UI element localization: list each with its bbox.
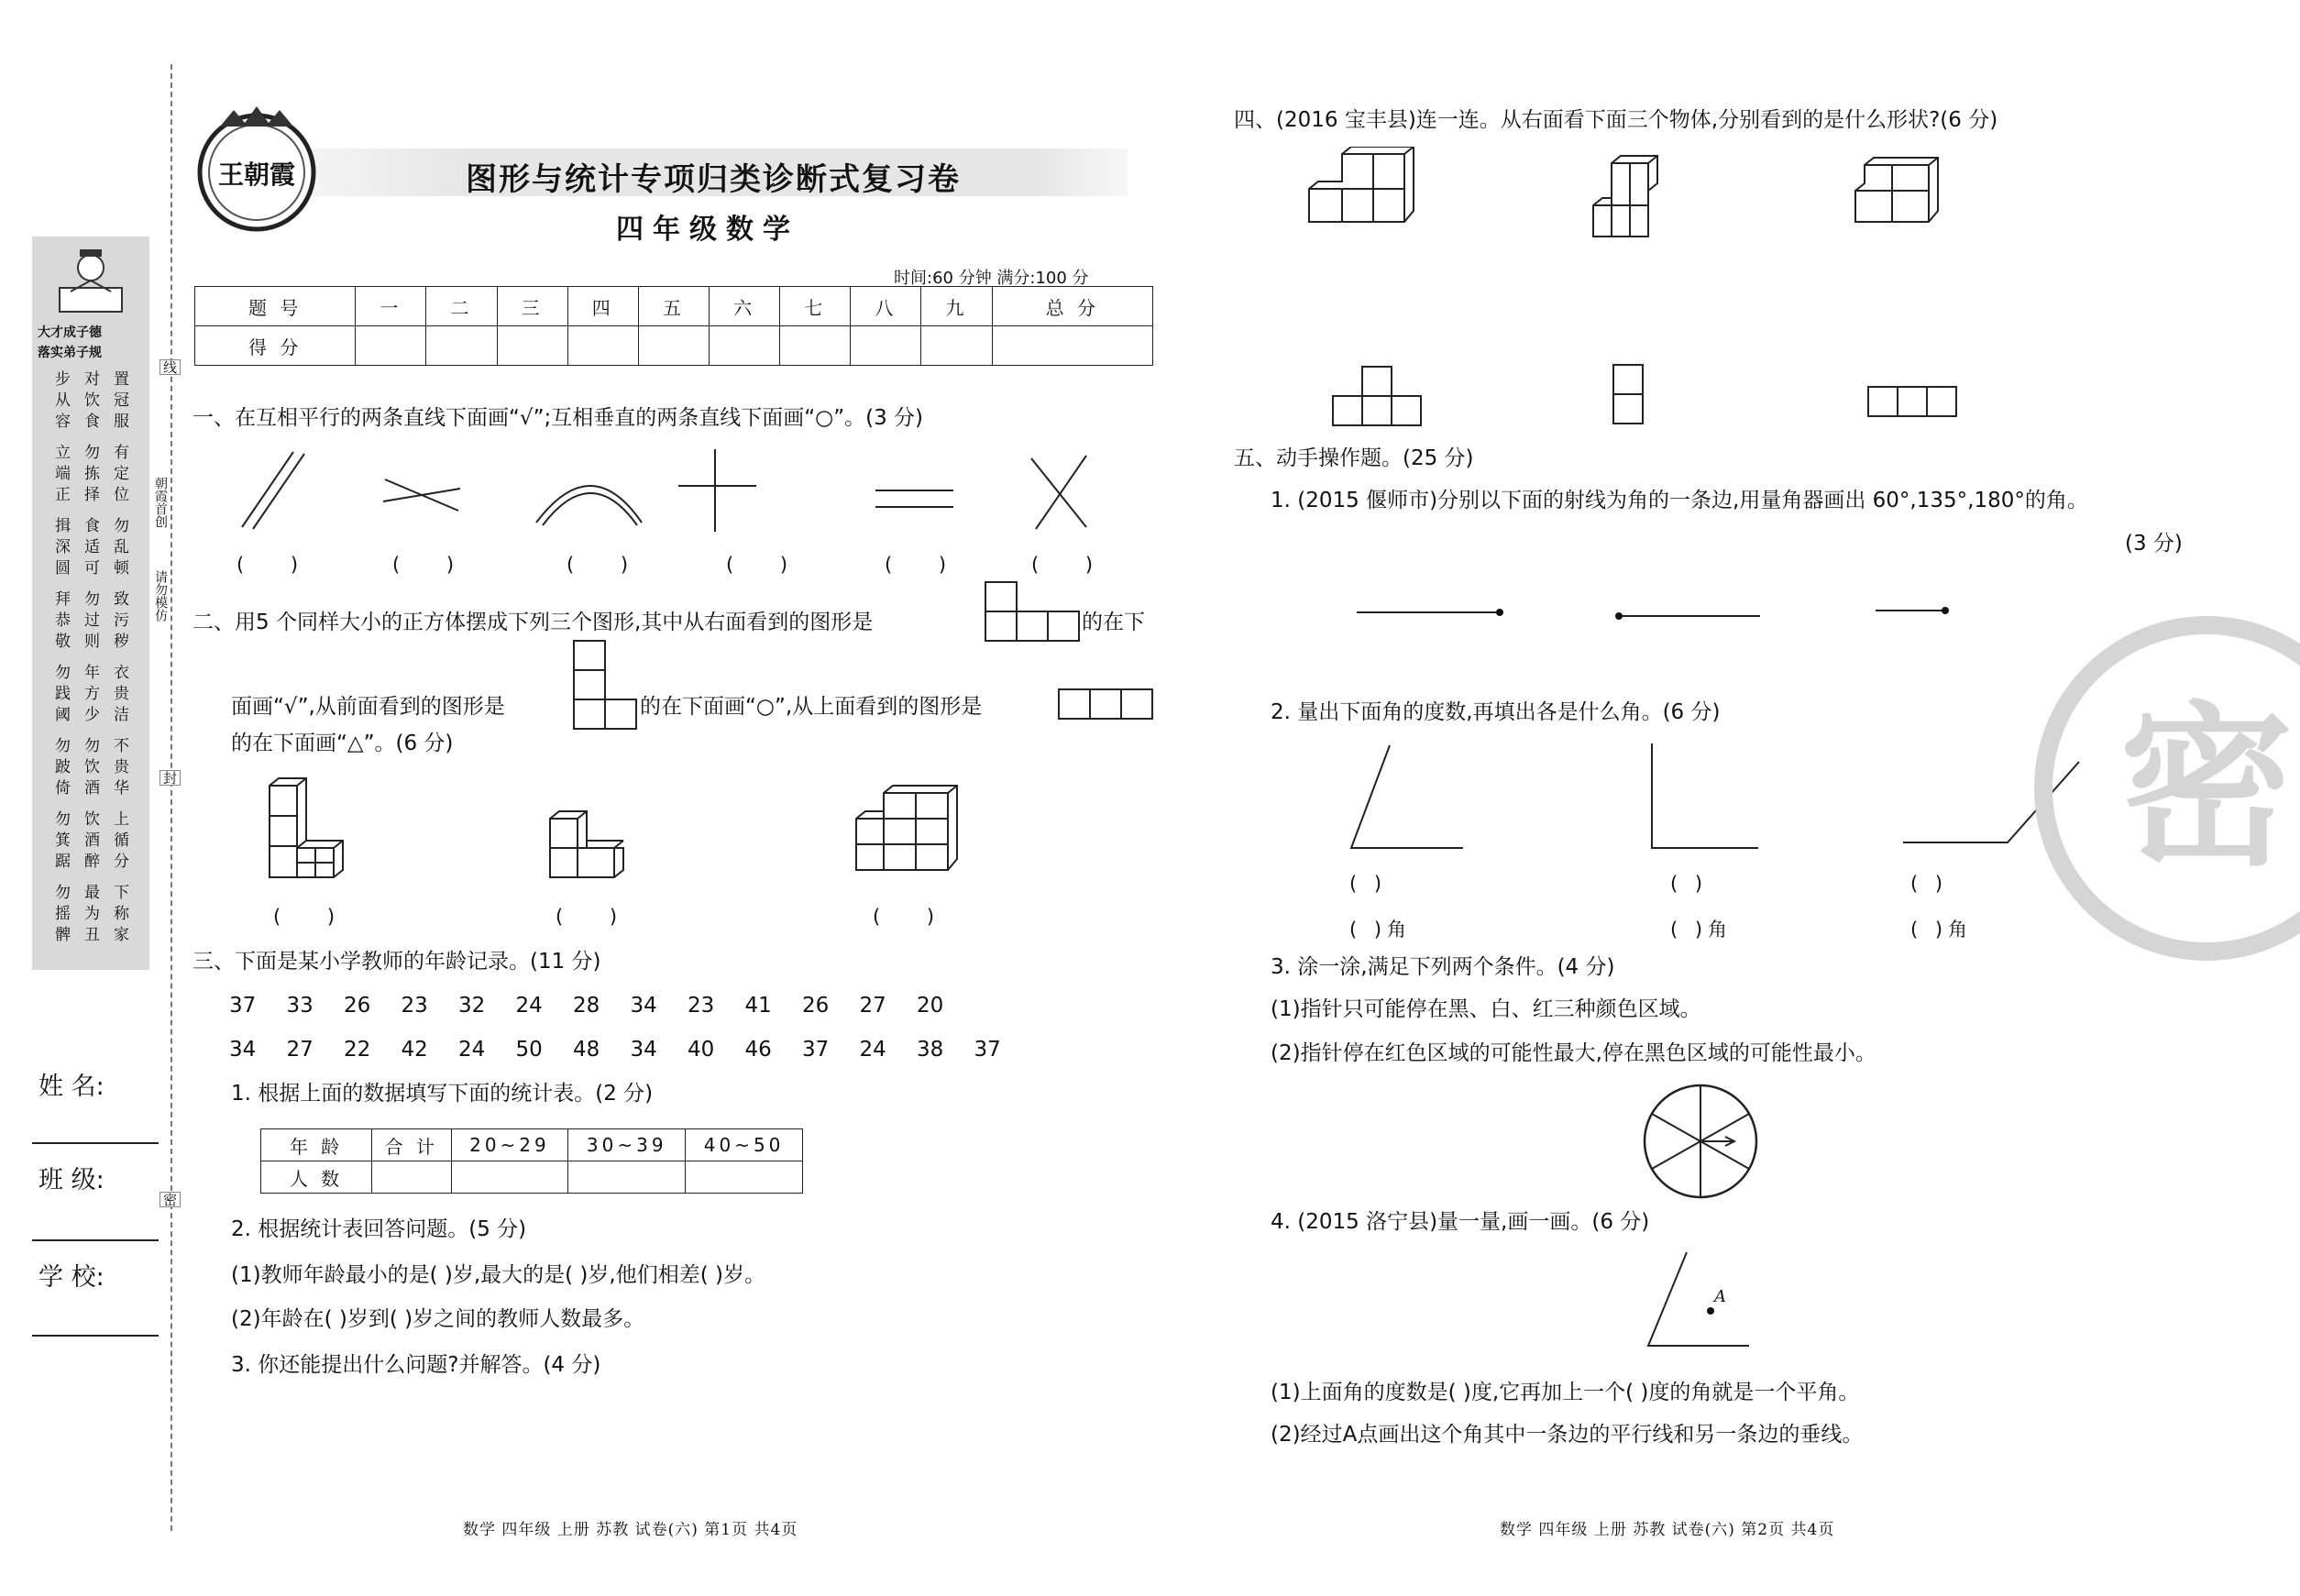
answer-paren[interactable]: ( ) bbox=[873, 906, 955, 928]
side-mark-mi: 密 bbox=[160, 1192, 181, 1207]
question-5-4: 4. (2015 洛宁县)量一量,画一画。(6 分) bbox=[1271, 1210, 1650, 1234]
score-header-cell: 题 号 bbox=[195, 287, 356, 326]
object-3 bbox=[1855, 158, 1938, 222]
class-label: 班 级: bbox=[39, 1166, 105, 1194]
answer-paren[interactable]: ( ) bbox=[885, 554, 967, 576]
spinner-wheel[interactable] bbox=[1641, 1082, 1760, 1201]
strip-column-text: 衣贵洁 bbox=[110, 664, 128, 727]
answer-paren[interactable]: ( ) bbox=[273, 906, 356, 928]
strip-column-text: 勿摇髀 bbox=[51, 884, 70, 947]
view-shape-a bbox=[1333, 367, 1421, 425]
time-info: 时间:60 分钟 满分:100 分 bbox=[894, 269, 1089, 288]
age-value: 26 bbox=[802, 994, 830, 1018]
strip-column-text: 置冠服 bbox=[110, 370, 128, 434]
stat-input-cell[interactable] bbox=[686, 1161, 803, 1194]
question-3-1: 1. 根据上面的数据填写下面的统计表。(2 分) bbox=[231, 1082, 654, 1106]
paper-subtitle: 四年级数学 bbox=[616, 214, 799, 246]
name-field[interactable] bbox=[32, 1142, 159, 1144]
angle-degree-paren[interactable]: ( ) bbox=[1670, 873, 1709, 895]
object-1 bbox=[1309, 147, 1414, 222]
score-header-cell: 六 bbox=[710, 287, 780, 326]
front-view-shape-icon bbox=[573, 639, 639, 734]
age-value: 24 bbox=[458, 1038, 486, 1062]
line-pairs-figure bbox=[229, 445, 1109, 536]
name-label: 姓 名: bbox=[39, 1073, 105, 1101]
strip-column-text: 立端正 bbox=[51, 444, 70, 507]
x-crossing-lines bbox=[1031, 456, 1086, 529]
question-5-3a: (1)指针只可能停在黑、白、红三种颜色区域。 bbox=[1271, 997, 1701, 1021]
age-value: 23 bbox=[401, 994, 428, 1018]
question-1: 一、在互相平行的两条直线下面画“√”;互相垂直的两条直线下面画“○”。(3 分) bbox=[193, 406, 924, 430]
school-label: 学 校: bbox=[39, 1263, 105, 1292]
age-value: 24 bbox=[859, 1038, 886, 1062]
stat-input-cell[interactable] bbox=[372, 1161, 452, 1194]
strip-column-text: 勿跛倚 bbox=[51, 737, 70, 800]
question-5-4a[interactable]: (1)上面角的度数是( )度,它再加上一个( )度的角就是一个平角。 bbox=[1271, 1381, 1860, 1404]
stat-cell: 40~50 bbox=[686, 1129, 803, 1161]
score-input-cell[interactable] bbox=[780, 326, 851, 366]
strip-column-text: 致污秽 bbox=[110, 590, 128, 654]
perpendicular-lines bbox=[678, 449, 756, 532]
parallel-slanted-lines bbox=[242, 452, 304, 529]
score-input-cell[interactable] bbox=[710, 326, 780, 366]
stat-input-cell[interactable] bbox=[451, 1161, 568, 1194]
question-2-line1b: 的在下 bbox=[1082, 611, 1145, 634]
age-value: 48 bbox=[573, 1038, 600, 1062]
age-value: 22 bbox=[344, 1038, 371, 1062]
score-input-cell[interactable] bbox=[992, 326, 1152, 366]
age-value: 34 bbox=[229, 1038, 257, 1062]
cube-stack-2 bbox=[550, 811, 623, 877]
object-2 bbox=[1593, 156, 1657, 237]
binding-dashed-line bbox=[171, 64, 172, 1531]
angle-kind-paren[interactable]: ( )角 bbox=[1349, 919, 1413, 941]
age-value: 50 bbox=[515, 1038, 543, 1062]
stat-cell: 合 计 bbox=[372, 1129, 452, 1161]
score-header-cell: 七 bbox=[780, 287, 851, 326]
strip-column-text: 不贵华 bbox=[110, 737, 128, 800]
strip-column-text: 拜恭敬 bbox=[51, 590, 70, 654]
answer-paren[interactable]: ( ) bbox=[726, 554, 809, 576]
age-value: 33 bbox=[286, 994, 314, 1018]
strip-column-text: 对饮食 bbox=[81, 370, 99, 434]
question-3-2: 2. 根据统计表回答问题。(5 分) bbox=[231, 1217, 527, 1241]
angle-degree-paren[interactable]: ( ) bbox=[1910, 873, 1949, 895]
strip-column-text: 饮酒醉 bbox=[81, 810, 99, 874]
stat-cell: 30~39 bbox=[568, 1129, 686, 1161]
question-3-2a[interactable]: (1)教师年龄最小的是( )岁,最大的是( )岁,他们相差( )岁。 bbox=[231, 1263, 765, 1287]
question-2-line2a: 面画“√”,从前面看到的图形是 bbox=[231, 695, 505, 719]
question-4: 四、(2016 宝丰县)连一连。从右面看下面三个物体,分别看到的是什么形状?(6 分) bbox=[1234, 108, 1998, 132]
age-value: 37 bbox=[229, 994, 257, 1018]
score-table-row bbox=[195, 326, 1153, 366]
question-3-2b[interactable]: (2)年龄在( )岁到( )岁之间的教师人数最多。 bbox=[231, 1307, 645, 1331]
strip-column-text: 勿践阈 bbox=[51, 664, 70, 727]
age-value: 42 bbox=[401, 1038, 428, 1062]
rules-strip bbox=[32, 237, 149, 970]
strip-column-text: 勿过则 bbox=[81, 590, 99, 654]
logo-text: 王朝霞 bbox=[217, 160, 296, 190]
score-header-cell: 总 分 bbox=[992, 287, 1152, 326]
angle-kind-paren[interactable]: ( )角 bbox=[1910, 919, 1974, 941]
parallel-horizontal-lines bbox=[875, 490, 953, 507]
stat-count-row bbox=[261, 1161, 803, 1194]
score-input-cell[interactable] bbox=[851, 326, 921, 366]
age-value: 32 bbox=[458, 994, 486, 1018]
right-view-shape-icon bbox=[985, 578, 1080, 644]
answer-paren[interactable]: ( ) bbox=[1031, 554, 1114, 576]
question-5-1: 1. (2015 偃师市)分别以下面的射线为角的一条边,用量角器画出 60°,135°,180°的角。 bbox=[1271, 489, 2088, 512]
score-header-cell: 九 bbox=[921, 287, 992, 326]
cube-stack-1 bbox=[270, 778, 343, 877]
age-value: 34 bbox=[630, 994, 657, 1018]
angle-kind-paren[interactable]: ( )角 bbox=[1670, 919, 1733, 941]
question-5-2: 2. 量出下面角的度数,再填出各是什么角。(6 分) bbox=[1271, 700, 1721, 724]
strip-column-text: 食适可 bbox=[81, 517, 99, 580]
question-5-3: 3. 涂一涂,满足下列两个条件。(4 分) bbox=[1271, 955, 1615, 979]
age-value: 26 bbox=[344, 994, 371, 1018]
question-5-1-score: (3 分) bbox=[2125, 532, 2183, 556]
footer-page-2: 数学 四年级 上册 苏教 试卷(六) 第2页 共4页 bbox=[1500, 1521, 1835, 1539]
side-mark-original: 朝霞首创 bbox=[153, 477, 168, 528]
age-value: 37 bbox=[802, 1038, 830, 1062]
publisher-logo bbox=[188, 101, 325, 238]
score-header-cell: 二 bbox=[426, 287, 497, 326]
stat-cell: 年 龄 bbox=[261, 1129, 372, 1161]
score-header-cell: 五 bbox=[638, 287, 709, 326]
side-mark-xian: 线 bbox=[160, 359, 181, 375]
secret-seal-watermark bbox=[2028, 610, 2300, 967]
strip-column-text: 下称家 bbox=[110, 884, 128, 947]
question-5: 五、动手操作题。(25 分) bbox=[1234, 446, 1474, 470]
score-row-label: 得 分 bbox=[195, 326, 356, 366]
paper-title: 图形与统计专项归类诊断式复习卷 bbox=[466, 161, 961, 198]
score-header-cell: 四 bbox=[567, 287, 638, 326]
strip-column-text: 有定位 bbox=[110, 444, 128, 507]
angle-degree-paren[interactable]: ( ) bbox=[1349, 873, 1388, 895]
view-shape-b bbox=[1613, 365, 1643, 424]
cube-stacks-figure bbox=[266, 775, 999, 889]
age-value: 28 bbox=[573, 994, 600, 1018]
strip-column-text: 勿箕踞 bbox=[51, 810, 70, 874]
strip-column-text: 上循分 bbox=[110, 810, 128, 874]
age-value: 41 bbox=[744, 994, 772, 1018]
strip-column-text: 最为丑 bbox=[81, 884, 99, 947]
score-input-cell[interactable] bbox=[497, 326, 567, 366]
age-value: 27 bbox=[859, 994, 886, 1018]
strip-column-text: 揖深圆 bbox=[51, 517, 70, 580]
strip-column-text: 勿乱顿 bbox=[110, 517, 128, 580]
age-value: 37 bbox=[974, 1038, 1001, 1062]
score-table-header bbox=[195, 287, 1153, 326]
age-value: 34 bbox=[630, 1038, 657, 1062]
strip-caption-1: 大才成子德 bbox=[38, 325, 102, 340]
strip-caption-2: 落实弟子规 bbox=[38, 346, 102, 360]
age-value: 24 bbox=[515, 994, 543, 1018]
strip-column-text: 步从容 bbox=[51, 370, 70, 434]
side-mark-feng: 封 bbox=[160, 770, 181, 786]
question-5-3b: (2)指针停在红色区域的可能性最大,停在黑色区域的可能性最小。 bbox=[1271, 1041, 1876, 1065]
age-value: 20 bbox=[917, 994, 944, 1018]
score-header-cell: 三 bbox=[497, 287, 567, 326]
question-5-4b: (2)经过A点画出这个角其中一条边的平行线和另一条边的垂线。 bbox=[1271, 1423, 1864, 1447]
strip-column-text: 勿饮酒 bbox=[81, 737, 99, 800]
answer-paren[interactable]: ( ) bbox=[392, 554, 475, 576]
angle-with-point-figure bbox=[1641, 1247, 1760, 1357]
stat-cell: 20~29 bbox=[451, 1129, 568, 1161]
answer-paren[interactable]: ( ) bbox=[237, 554, 319, 576]
class-field[interactable] bbox=[32, 1239, 159, 1241]
school-field[interactable] bbox=[32, 1335, 159, 1337]
answer-paren[interactable]: ( ) bbox=[556, 906, 638, 928]
crossing-lines bbox=[383, 479, 460, 511]
score-input-cell[interactable] bbox=[426, 326, 497, 366]
strip-column-text: 年方少 bbox=[81, 664, 99, 727]
top-view-shape-icon bbox=[1058, 688, 1153, 722]
angles-figure bbox=[1338, 738, 2099, 857]
scholar-figure-icon bbox=[52, 244, 129, 317]
question-3-3: 3. 你还能提出什么问题?并解答。(4 分) bbox=[231, 1353, 601, 1377]
stat-cell: 人 数 bbox=[261, 1161, 372, 1194]
q4-objects-figure bbox=[1302, 147, 1962, 431]
score-input-cell[interactable] bbox=[567, 326, 638, 366]
score-input-cell[interactable] bbox=[638, 326, 709, 366]
rays-figure bbox=[1348, 596, 1953, 623]
point-a-label: A bbox=[1714, 1287, 1726, 1306]
age-value: 46 bbox=[744, 1038, 772, 1062]
score-input-cell[interactable] bbox=[356, 326, 426, 366]
question-3: 三、下面是某小学教师的年龄记录。(11 分) bbox=[193, 950, 601, 974]
score-table bbox=[194, 286, 1153, 366]
stat-input-cell[interactable] bbox=[568, 1161, 686, 1194]
view-shape-c bbox=[1868, 387, 1956, 416]
score-header-cell: 八 bbox=[851, 287, 921, 326]
answer-paren[interactable]: ( ) bbox=[567, 554, 649, 576]
footer-page-1: 数学 四年级 上册 苏教 试卷(六) 第1页 共4页 bbox=[463, 1521, 798, 1539]
age-value: 40 bbox=[688, 1038, 715, 1062]
age-stat-table bbox=[260, 1128, 803, 1194]
score-header-cell: 一 bbox=[356, 287, 426, 326]
age-value: 23 bbox=[688, 994, 715, 1018]
point-a bbox=[1707, 1307, 1714, 1315]
arc-curves bbox=[536, 486, 642, 525]
age-value: 38 bbox=[917, 1038, 944, 1062]
side-mark-noimitate: 请勿模仿 bbox=[153, 570, 168, 622]
age-value: 27 bbox=[286, 1038, 314, 1062]
question-2-line3: 的在下面画“△”。(6 分) bbox=[231, 732, 454, 755]
stat-header-row bbox=[261, 1129, 803, 1161]
question-2-line2b: 的在下面画“○”,从上面看到的图形是 bbox=[640, 695, 983, 719]
score-input-cell[interactable] bbox=[921, 326, 992, 366]
cube-stack-3 bbox=[856, 786, 957, 870]
seal-text: 密 bbox=[2118, 687, 2294, 889]
strip-column-text: 勿拣择 bbox=[81, 444, 99, 507]
question-2-line1a: 二、用5 个同样大小的正方体摆成下列三个图形,其中从右面看到的图形是 bbox=[193, 611, 874, 634]
